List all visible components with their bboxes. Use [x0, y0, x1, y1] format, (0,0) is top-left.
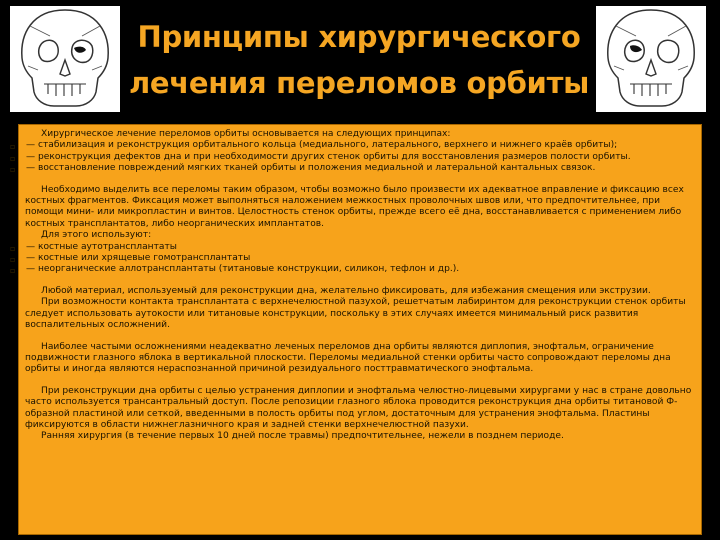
- list-item-text: — реконструкция дефектов дна и при необходимости других стенок орбиты для восстановления размеров полости орбиты.: [26, 151, 631, 162]
- bullet-icon: ▫: [10, 153, 16, 163]
- contact-paragraph: При возможности контакта трансплантата с верхнечелюстной пазухой, решетчатым лабиринтом для реконструкции стенок орбиты следует использовать аутокости или титановые конструкции, поскольку в этих случаях имеется минимальный риск развития воспалительных осложнений.: [25, 297, 686, 331]
- list-item: [10, 253, 695, 264]
- bullet-icon: ▫: [10, 142, 16, 152]
- skull-illustration-right: [596, 6, 706, 112]
- list-item-text: — стабилизация и реконструкция орбитального кольца (медиального, латерального, верхнего и нижнего краёв орбиты);: [26, 140, 618, 151]
- content-panel: [10, 124, 702, 535]
- list-item: [10, 140, 695, 151]
- material-paragraph: Любой материал, используемый для реконструкции дна, желательно фиксировать, для избежания смещения или экструзии.: [41, 285, 651, 296]
- skull-illustration-left: [10, 6, 120, 112]
- slide-title: [128, 14, 590, 106]
- complications-paragraph: Наиболее частыми осложнениями неадекватно леченых переломов дна орбиты являются диплопия, энофтальм, ограничение подвижности глазного яблока в вертикальной плоскости. Переломы медиальной стенки орбиты часто сопровождают переломы дна орбиты и иногда являются нераспознанной причиной резидуального посттравматического энофтальма.: [25, 341, 671, 375]
- list-item-text: — костные или хрящевые гомотрансплантаты: [26, 253, 251, 264]
- fixation-paragraph: Необходимо выделить все переломы таким образом, чтобы возможно было произвести их адекватное вправление и фиксацию всех костных фрагментов. Фиксация может выполняться наложением межкостных проволочных швов или, что предпочтительнее, при помощи мини- или микропластин и винтов. Целостность стенок орбиты, прежде всего её дна, восстанавливается с применением либо костных трансплантатов, либо неорганических имплантатов.: [25, 184, 684, 229]
- list-item-text: — неорганические аллотрансплантаты (титановые конструкции, силикон, тефлон и др.).: [26, 264, 460, 275]
- surgery-paragraph: При реконструкции дна орбиты с целью устранения диплопии и энофтальма челюстно-лицевыми хирургами у нас в стране довольно часто используется трансантральный доступ. После репозиции глазного яблока проводится реконструкция дна орбиты титановой Ф-образной пластиной или сеткой, введенными в полость орбиты под углом, достаточным для устранения энофтальма. Пластины фиксируются в области нижнеглазничного края и задней стенки верхнечелюстной пазухи.: [25, 385, 692, 430]
- early-surgery-paragraph: Ранняя хирургия (в течение первых 10 дней после травмы) предпочтительнее, нежели в позднем периоде.: [41, 431, 564, 442]
- title-line-1: Принципы хирургического: [137, 20, 581, 54]
- intro-paragraph: Хирургическое лечение переломов орбиты основывается на следующих принципах:: [41, 129, 451, 139]
- list-item: [10, 264, 695, 275]
- list-item-text: — восстановление повреждений мягких тканей орбиты и положения медиальной и латеральной кантальных связок.: [26, 163, 596, 174]
- title-bar: [0, 0, 720, 118]
- use-intro: Для этого используют:: [41, 230, 152, 241]
- list-item-text: — костные аутотрансплантаты: [26, 241, 177, 252]
- list-item: [10, 242, 695, 253]
- list-item: [10, 152, 695, 163]
- list-item: [10, 163, 695, 174]
- title-line-2: лечения переломов орбиты: [128, 66, 589, 100]
- bullet-icon: ▫: [10, 165, 16, 175]
- bullet-icon: ▫: [10, 266, 16, 276]
- bullet-icon: ▫: [10, 255, 16, 265]
- bullet-icon: ▫: [10, 243, 16, 253]
- body-text: [10, 129, 695, 443]
